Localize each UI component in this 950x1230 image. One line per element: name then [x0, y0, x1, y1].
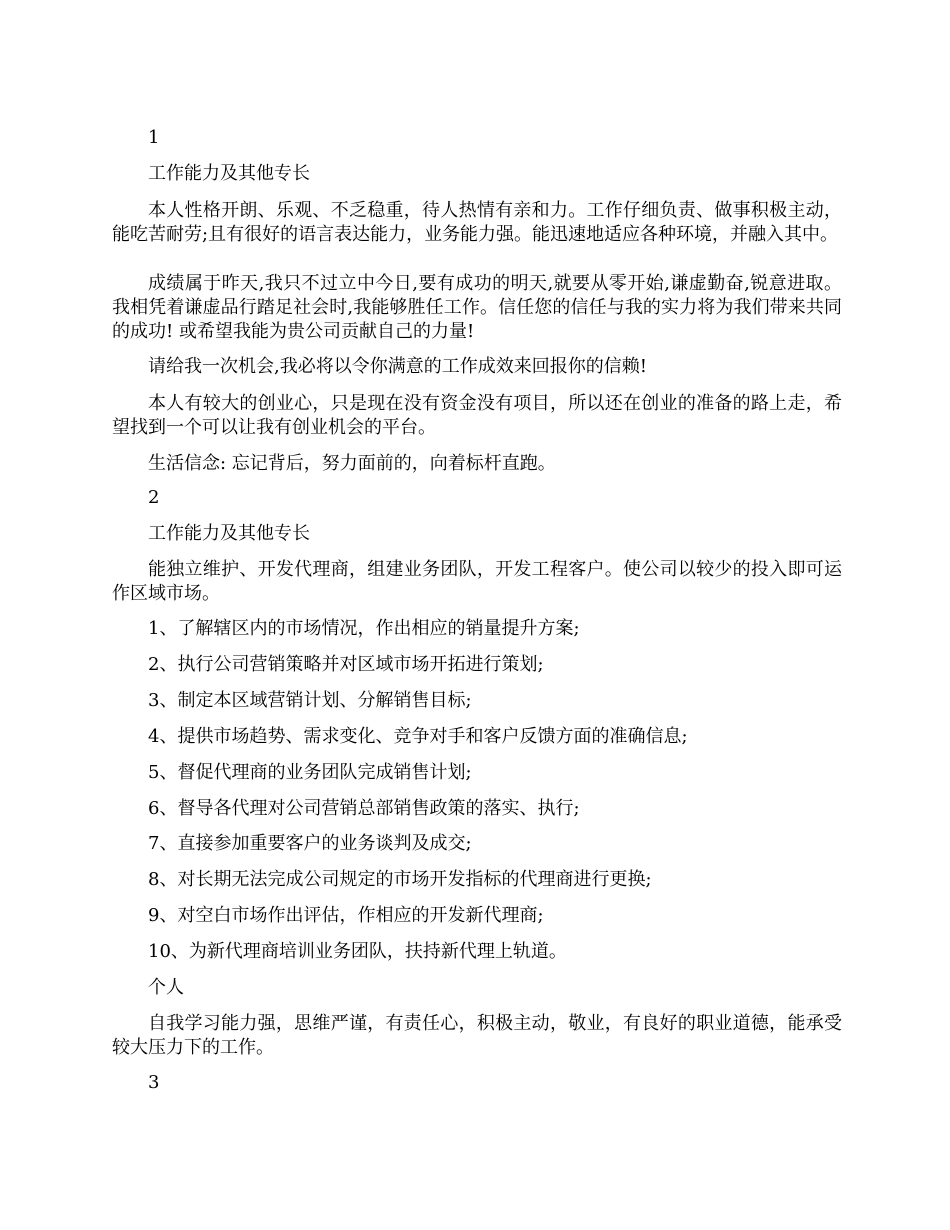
list-item: 2、执行公司营销策略并对区域市场开拓进行策划;	[148, 654, 544, 675]
list-item: 3、制定本区域营销计划、分解销售目标;	[148, 690, 472, 711]
section-heading: 工作能力及其他专长	[148, 163, 310, 184]
section-number: 2	[148, 487, 160, 508]
list-item: 6、督导各代理对公司营销总部销售政策的落实、执行;	[148, 798, 580, 819]
section-number: 1	[148, 127, 160, 148]
body-paragraph: 成绩属于昨天,我只不过立中今日,要有成功的明天,就要从零开始,谦虚勤奋,锐意进取。我相凭着谦虚品行踏足社会时,我能够胜任工作。信任您的信任与我的实力将为我们带来共同的成功! 或希望我能为贵公司贡献自己的力量!	[112, 273, 842, 342]
body-paragraph: 能独立维护、开发代理商，组建业务团队，开发工程客户。使公司以较少的投入即可运作区域市场。	[112, 559, 842, 604]
list-item: 5、督促代理商的业务团队完成销售计划;	[148, 762, 472, 783]
body-paragraph: 自我学习能力强，思维严谨，有责任心，积极主动，敬业，有良好的职业道德，能承受较大压力下的工作。	[112, 1013, 842, 1058]
list-item: 8、对长期无法完成公司规定的市场开发指标的代理商进行更换;	[148, 869, 652, 890]
section-heading: 个人	[148, 977, 184, 998]
list-item: 10、为新代理商培训业务团队，扶持新代理上轨道。	[148, 941, 567, 962]
list-item: 7、直接参加重要客户的业务谈判及成交;	[148, 833, 472, 854]
body-paragraph: 本人有较大的创业心，只是现在没有资金没有项目，所以还在创业的准备的路上走，希望找到一个可以让我有创业机会的平台。	[112, 393, 842, 438]
body-paragraph: 生活信念: 忘记背后，努力面前的，向着标杆直跑。	[148, 453, 556, 474]
body-paragraph: 请给我一次机会,我必将以令你满意的工作成效来回报你的信赖!	[148, 356, 647, 377]
section-number: 3	[148, 1072, 160, 1093]
list-item: 1、了解辖区内的市场情况，作出相应的销量提升方案;	[148, 618, 580, 639]
body-paragraph: 本人性格开朗、乐观、不乏稳重，待人热情有亲和力。工作仔细负责、做事积极主动，能吃苦耐劳;且有很好的语言表达能力，业务能力强。能迅速地适应各种环境，并融入其中。	[112, 200, 842, 245]
section-heading: 工作能力及其他专长	[148, 523, 310, 544]
list-item: 9、对空白市场作出评估，作相应的开发新代理商;	[148, 905, 544, 926]
list-item: 4、提供市场趋势、需求变化、竞争对手和客户反馈方面的准确信息;	[148, 726, 688, 747]
